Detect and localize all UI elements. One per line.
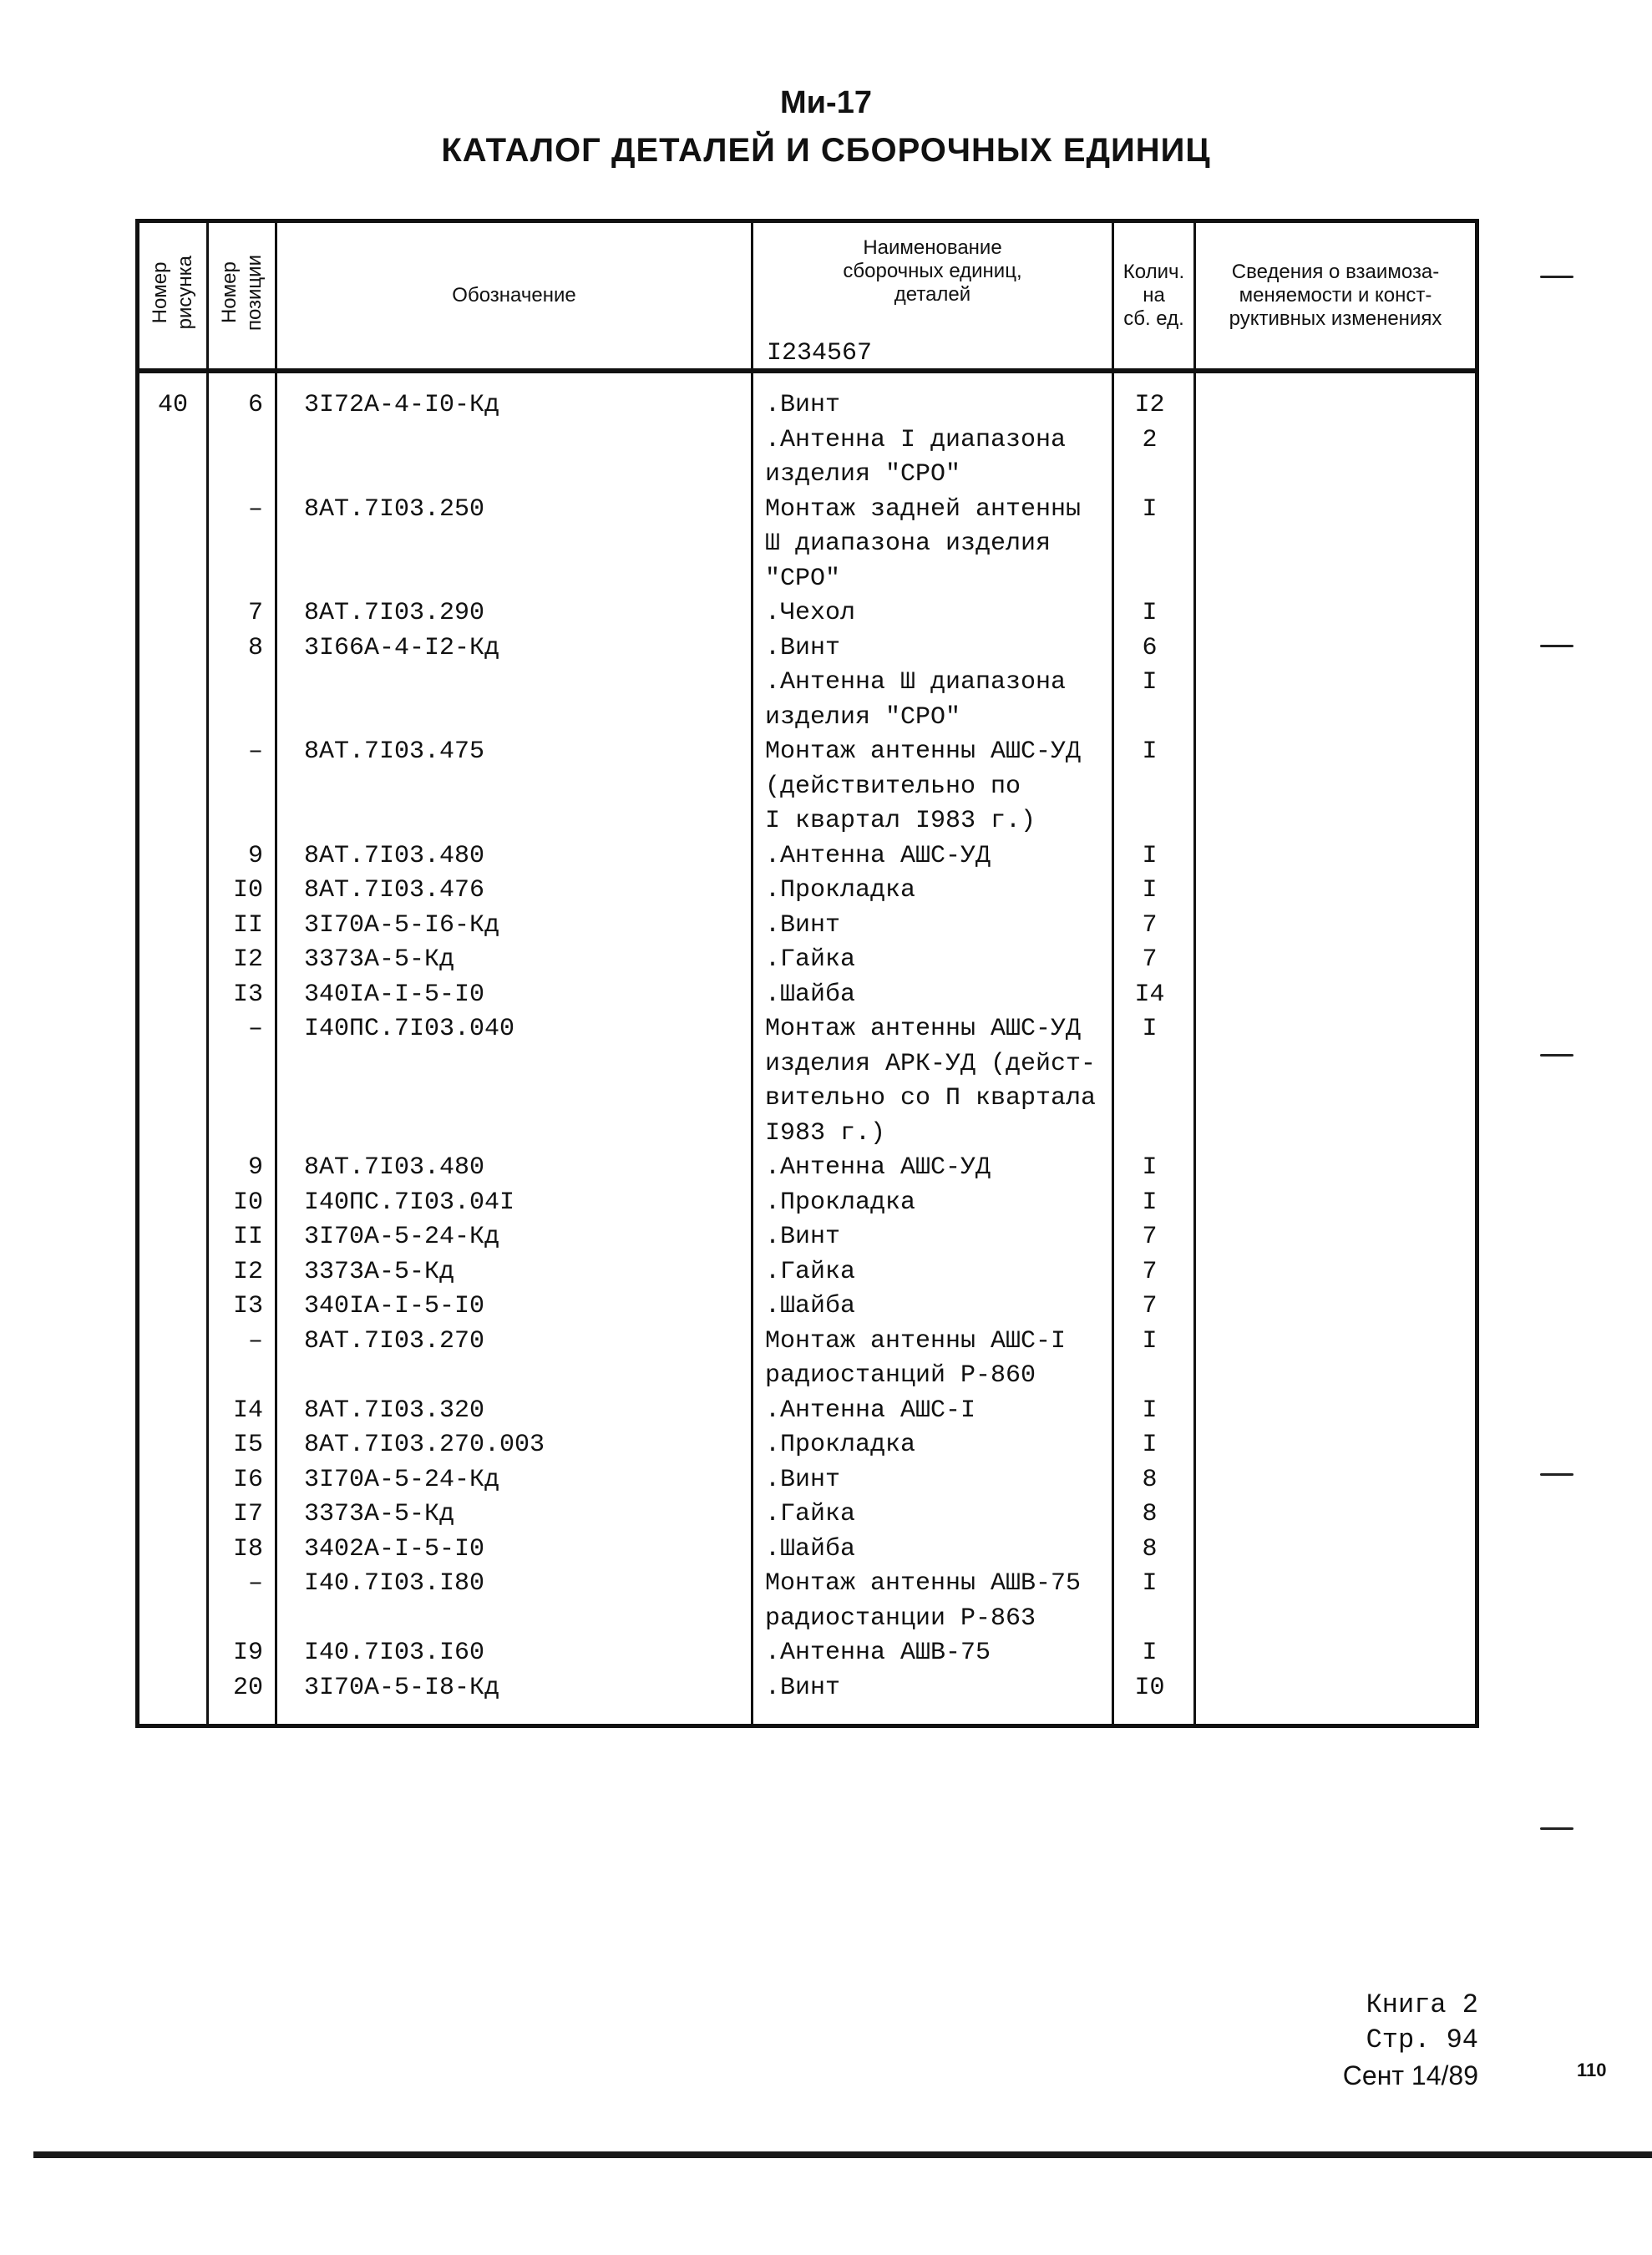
- col-header-designation: Обозначение: [276, 221, 753, 372]
- cell-info: [1195, 1186, 1477, 1221]
- table-row: [138, 874, 1477, 909]
- cell-pos: I0: [208, 874, 276, 909]
- table-row: [138, 493, 1477, 597]
- cell-info: [1195, 1533, 1477, 1568]
- cell-pos: I2: [208, 943, 276, 978]
- binding-mark: [1540, 1473, 1573, 1476]
- table-row: [138, 666, 1477, 735]
- cell-pos: I8: [208, 1533, 276, 1568]
- cell-name: .Шайба: [753, 978, 1113, 1013]
- table-row: [138, 423, 1477, 493]
- cell-name: .Винт: [753, 1671, 1113, 1706]
- cell-des: 3373А-5-Кд: [276, 1497, 753, 1533]
- table-row: [138, 1671, 1477, 1706]
- cell-pos: 7: [208, 596, 276, 631]
- cell-info: [1195, 1151, 1477, 1186]
- cell-qty: I4: [1113, 978, 1195, 1013]
- cell-pos: –: [208, 735, 276, 839]
- cell-qty: I2: [1113, 388, 1195, 423]
- cell-qty: I: [1113, 1186, 1195, 1221]
- cell-fig: [138, 1497, 208, 1533]
- cell-name: Монтаж антенны АШС-I радиостанций Р-860: [753, 1325, 1113, 1394]
- cell-info: [1195, 1220, 1477, 1255]
- cell-name: .Антенна Ш диапазона изделия "СРО": [753, 666, 1113, 735]
- cell-fig: [138, 1463, 208, 1498]
- table-row: [138, 909, 1477, 944]
- cell-pos: 9: [208, 839, 276, 874]
- cell-fig: [138, 493, 208, 597]
- cell-des: 8АТ.7I03.270: [276, 1325, 753, 1394]
- aircraft-model: Ми-17: [780, 85, 872, 120]
- cell-info: [1195, 909, 1477, 944]
- cell-des: 8АТ.7I03.250: [276, 493, 753, 597]
- cell-fig: [138, 839, 208, 874]
- cell-fig: [138, 666, 208, 735]
- cell-info: [1195, 1290, 1477, 1325]
- table-row: [138, 1463, 1477, 1498]
- cell-des: 8АТ.7I03.480: [276, 1151, 753, 1186]
- table-body: [138, 371, 1477, 1726]
- cell-name: .Шайба: [753, 1533, 1113, 1568]
- cell-fig: [138, 978, 208, 1013]
- cell-pos: –: [208, 1567, 276, 1636]
- table-row: [138, 1012, 1477, 1151]
- cell-des: 8АТ.7I03.270.003: [276, 1428, 753, 1463]
- cell-info: [1195, 423, 1477, 493]
- cell-pos: –: [208, 1012, 276, 1151]
- cell-info: [1195, 596, 1477, 631]
- cell-info: [1195, 631, 1477, 666]
- name-code: I234567: [767, 339, 873, 367]
- cell-qty: I: [1113, 1151, 1195, 1186]
- cell-pos: –: [208, 493, 276, 597]
- cell-des: I40ПС.7I03.04I: [276, 1186, 753, 1221]
- col-header-name: Наименование сборочных единиц, деталей I234567: [753, 221, 1113, 372]
- table-row: [138, 1497, 1477, 1533]
- binding-mark: [1540, 1827, 1573, 1830]
- cell-des: 3I70А-5-24-Кд: [276, 1463, 753, 1498]
- cell-info: [1195, 1567, 1477, 1636]
- cell-qty: 2: [1113, 423, 1195, 493]
- table-row: [138, 1567, 1477, 1636]
- cell-des: 3I66А-4-I2-Кд: [276, 631, 753, 666]
- cell-pos: I9: [208, 1636, 276, 1671]
- cell-name: .Антенна АШС-УД: [753, 1151, 1113, 1186]
- cell-info: [1195, 1463, 1477, 1498]
- cell-qty: I: [1113, 1325, 1195, 1394]
- parts-catalog-table: [135, 219, 1479, 1728]
- cell-qty: I: [1113, 1567, 1195, 1636]
- cell-des: 8АТ.7I03.290: [276, 596, 753, 631]
- cell-name: .Гайка: [753, 943, 1113, 978]
- cell-des: 340IА-I-5-I0: [276, 978, 753, 1013]
- cell-info: [1195, 1012, 1477, 1151]
- cell-fig: [138, 735, 208, 839]
- cell-name: Монтаж антенны АШС-УД (действительно по I квартал I983 г.): [753, 735, 1113, 839]
- binding-mark: [1540, 276, 1573, 278]
- cell-fig: [138, 1394, 208, 1429]
- cell-des: I40.7I03.I80: [276, 1567, 753, 1636]
- cell-qty: I: [1113, 874, 1195, 909]
- cell-fig: [138, 1186, 208, 1221]
- table-row: [138, 596, 1477, 631]
- cell-fig: [138, 1012, 208, 1151]
- cell-name: .Антенна АШС-УД: [753, 839, 1113, 874]
- cell-pos: I6: [208, 1463, 276, 1498]
- cell-qty: I: [1113, 839, 1195, 874]
- cell-info: [1195, 874, 1477, 909]
- table-row: [138, 1255, 1477, 1290]
- cell-pos: I3: [208, 978, 276, 1013]
- cell-fig: [138, 1290, 208, 1325]
- cell-info: [1195, 1428, 1477, 1463]
- cell-info: [1195, 943, 1477, 978]
- cell-des: I40ПС.7I03.040: [276, 1012, 753, 1151]
- table-row: [138, 631, 1477, 666]
- cell-des: 3I70А-5-I6-Кд: [276, 909, 753, 944]
- cell-pos: 6: [208, 388, 276, 423]
- table-row: [138, 978, 1477, 1013]
- cell-pos: 8: [208, 631, 276, 666]
- cell-des: I40.7I03.I60: [276, 1636, 753, 1671]
- cell-qty: I: [1113, 1012, 1195, 1151]
- page-number: Стр. 94: [1366, 2024, 1478, 2055]
- cell-name: Монтаж антенны АШВ-75 радиостанции Р-863: [753, 1567, 1113, 1636]
- binding-mark: [1540, 645, 1573, 647]
- cell-name: .Винт: [753, 1220, 1113, 1255]
- catalog-title: КАТАЛОГ ДЕТАЛЕЙ И СБОРОЧНЫХ ЕДИНИЦ: [441, 132, 1211, 169]
- cell-fig: [138, 1567, 208, 1636]
- cell-qty: I: [1113, 1394, 1195, 1429]
- cell-qty: I: [1113, 1428, 1195, 1463]
- cell-qty: 7: [1113, 1220, 1195, 1255]
- cell-des: 8АТ.7I03.320: [276, 1394, 753, 1429]
- cell-qty: 8: [1113, 1533, 1195, 1568]
- cell-qty: I: [1113, 1636, 1195, 1671]
- cell-info: [1195, 735, 1477, 839]
- sheet-number: 110: [1577, 2060, 1607, 2080]
- cell-pos: I2: [208, 1255, 276, 1290]
- cell-pos: I4: [208, 1394, 276, 1429]
- col-header-qty: Колич. на сб. ед.: [1113, 221, 1195, 372]
- cell-name: .Гайка: [753, 1255, 1113, 1290]
- cell-fig: [138, 423, 208, 493]
- cell-info: [1195, 1255, 1477, 1290]
- cell-des: [276, 423, 753, 493]
- table-row: [138, 1394, 1477, 1429]
- cell-qty: 8: [1113, 1497, 1195, 1533]
- cell-name: Монтаж задней антенны Ш диапазона изделия "СРО": [753, 493, 1113, 597]
- cell-info: [1195, 1325, 1477, 1394]
- cell-des: 3I70А-5-I8-Кд: [276, 1671, 753, 1706]
- table-row: [138, 1533, 1477, 1568]
- cell-fig: [138, 596, 208, 631]
- table-row: [138, 1186, 1477, 1221]
- cell-des: 340IА-I-5-I0: [276, 1290, 753, 1325]
- table-row: [138, 1290, 1477, 1325]
- cell-info: [1195, 1497, 1477, 1533]
- cell-fig: [138, 1533, 208, 1568]
- table-row: [138, 943, 1477, 978]
- cell-qty: 7: [1113, 1290, 1195, 1325]
- table-row: [138, 1151, 1477, 1186]
- binding-mark: [1540, 1054, 1573, 1057]
- cell-des: 8АТ.7I03.480: [276, 839, 753, 874]
- cell-fig: [138, 874, 208, 909]
- cell-pos: [208, 423, 276, 493]
- cell-fig: 40: [138, 388, 208, 423]
- cell-pos: I0: [208, 1186, 276, 1221]
- table-row: [138, 735, 1477, 839]
- bottom-rule: [33, 2151, 1652, 2158]
- table-row: [138, 1220, 1477, 1255]
- cell-pos: I7: [208, 1497, 276, 1533]
- cell-name: .Винт: [753, 909, 1113, 944]
- cell-name: .Шайба: [753, 1290, 1113, 1325]
- cell-qty: 8: [1113, 1463, 1195, 1498]
- table-row: [138, 1325, 1477, 1394]
- cell-info: [1195, 839, 1477, 874]
- cell-fig: [138, 631, 208, 666]
- cell-info: [1195, 666, 1477, 735]
- cell-des: 3373А-5-Кд: [276, 1255, 753, 1290]
- cell-pos: [208, 666, 276, 735]
- cell-name: .Винт: [753, 631, 1113, 666]
- table-row: [138, 839, 1477, 874]
- col-header-info: Сведения о взаимоза- меняемости и конст- руктивных изменениях: [1195, 221, 1477, 372]
- cell-name: .Прокладка: [753, 1428, 1113, 1463]
- col-header-pos: Номер позиции: [208, 221, 276, 372]
- cell-pos: II: [208, 1220, 276, 1255]
- cell-info: [1195, 388, 1477, 423]
- cell-fig: [138, 1220, 208, 1255]
- cell-des: 3I72А-4-I0-Кд: [276, 388, 753, 423]
- cell-fig: [138, 1428, 208, 1463]
- cell-info: [1195, 978, 1477, 1013]
- cell-des: 3402А-I-5-I0: [276, 1533, 753, 1568]
- cell-des: [276, 666, 753, 735]
- cell-name: .Антенна АШС-I: [753, 1394, 1113, 1429]
- cell-qty: I: [1113, 493, 1195, 597]
- cell-name: .Антенна I диапазона изделия "СРО": [753, 423, 1113, 493]
- cell-info: [1195, 1636, 1477, 1671]
- cell-pos: –: [208, 1325, 276, 1394]
- cell-pos: 20: [208, 1671, 276, 1706]
- cell-pos: 9: [208, 1151, 276, 1186]
- cell-info: [1195, 1394, 1477, 1429]
- cell-name: .Прокладка: [753, 1186, 1113, 1221]
- table-header-row: [138, 221, 1477, 372]
- cell-des: 3373А-5-Кд: [276, 943, 753, 978]
- cell-name: Монтаж антенны АШС-УД изделия АРК-УД (дейст- вительно со П квартала I983 г.): [753, 1012, 1113, 1151]
- cell-fig: [138, 1325, 208, 1394]
- table-row: [138, 1428, 1477, 1463]
- table-row: [138, 1636, 1477, 1671]
- cell-fig: [138, 1255, 208, 1290]
- cell-info: [1195, 1671, 1477, 1706]
- book-number: Книга 2: [1366, 1989, 1478, 2020]
- cell-fig: [138, 909, 208, 944]
- cell-qty: I: [1113, 735, 1195, 839]
- cell-pos: I5: [208, 1428, 276, 1463]
- page-footer: [1343, 1988, 1478, 2093]
- cell-fig: [138, 1151, 208, 1186]
- revision-date: Сент 14/89: [1342, 2060, 1478, 2090]
- cell-info: [1195, 493, 1477, 597]
- cell-fig: [138, 1671, 208, 1706]
- cell-qty: I: [1113, 666, 1195, 735]
- cell-pos: II: [208, 909, 276, 944]
- cell-name: .Чехол: [753, 596, 1113, 631]
- cell-des: 3I70А-5-24-Кд: [276, 1220, 753, 1255]
- cell-qty: 7: [1113, 1255, 1195, 1290]
- cell-name: .Винт: [753, 388, 1113, 423]
- table-row: [138, 388, 1477, 423]
- cell-name: .Антенна АШВ-75: [753, 1636, 1113, 1671]
- cell-qty: I: [1113, 596, 1195, 631]
- cell-des: 8АТ.7I03.476: [276, 874, 753, 909]
- cell-qty: I0: [1113, 1671, 1195, 1706]
- cell-pos: I3: [208, 1290, 276, 1325]
- cell-name: .Прокладка: [753, 874, 1113, 909]
- cell-name: .Винт: [753, 1463, 1113, 1498]
- cell-qty: 6: [1113, 631, 1195, 666]
- cell-fig: [138, 943, 208, 978]
- cell-fig: [138, 1636, 208, 1671]
- cell-des: 8АТ.7I03.475: [276, 735, 753, 839]
- cell-qty: 7: [1113, 943, 1195, 978]
- col-header-fig: Номер рисунка: [138, 221, 208, 372]
- cell-name: .Гайка: [753, 1497, 1113, 1533]
- cell-qty: 7: [1113, 909, 1195, 944]
